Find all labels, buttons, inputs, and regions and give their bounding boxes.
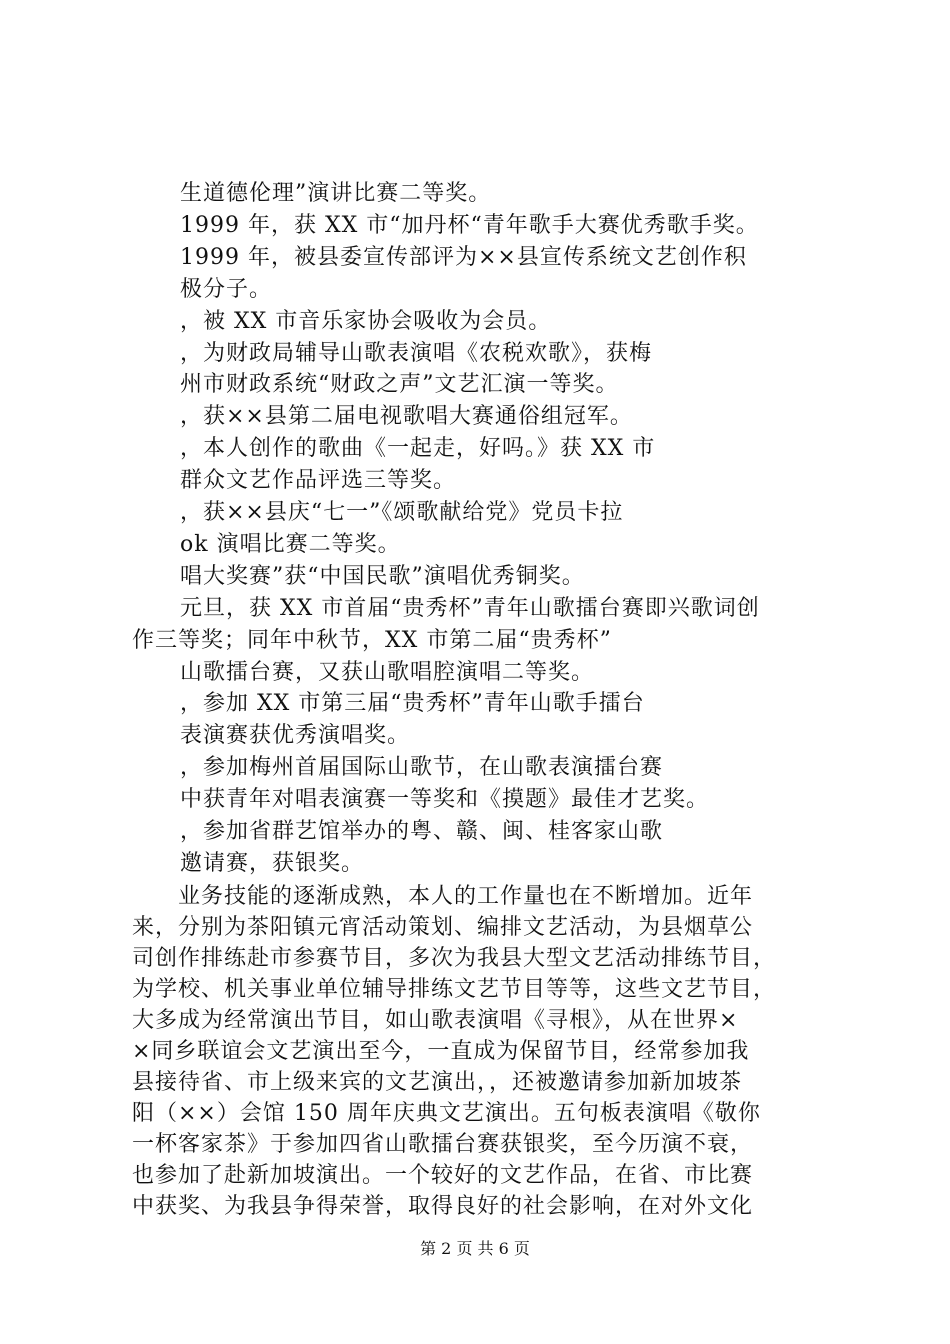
text-line: ，参加省群艺馆举办的粤、赣、闽、桂客家山歌	[180, 819, 664, 844]
text-line: 邀请赛，获银奖。	[180, 851, 365, 876]
paragraph-line: 业务技能的逐渐成熟，本人的工作量也在不断增加。近年	[132, 884, 754, 909]
text-line: ok 演唱比赛二等奖。	[180, 532, 401, 557]
paragraph-line: 中获奖、为我县争得荣誉，取得良好的社会影响，在对外文化	[132, 1194, 754, 1219]
paragraph-line: 为学校、机关事业单位辅导排练文艺节目等等，这些文艺节目，	[132, 977, 777, 1002]
page-number-footer: 第 2 页 共 6 页	[420, 1239, 530, 1258]
text-line: 元旦，获 XX 市首届“贵秀杯”青年山歌擂台赛即兴歌词创	[180, 596, 760, 621]
text-line: 州市财政系统“财政之声”文艺汇演一等奖。	[180, 372, 619, 397]
text-line: ，参加梅州首届国际山歌节，在山歌表演擂台赛	[180, 755, 664, 780]
text-line: 唱大奖赛”获“中国民歌”演唱优秀铜奖。	[180, 564, 585, 589]
paragraph-line: 一杯客家茶》于参加四省山歌擂台赛获银奖，至今历演不衰，	[132, 1132, 754, 1157]
text-line: ，本人创作的歌曲《一起走，好吗。》获 XX 市	[180, 436, 656, 461]
text-line: 极分子。	[180, 277, 273, 302]
paragraph-line: 来，分别为茶阳镇元宵活动策划、编排文艺活动，为县烟草公	[132, 915, 754, 940]
text-line: 山歌擂台赛，又获山歌唱腔演唱二等奖。	[180, 660, 595, 685]
text-line: ，参加 XX 市第三届“贵秀杯”青年山歌手擂台	[180, 691, 645, 716]
text-line: ，被 XX 市音乐家协会吸收为会员。	[180, 309, 552, 334]
text-line: 生道德伦理”演讲比赛二等奖。	[180, 181, 492, 206]
paragraph-line: 也参加了赴新加坡演出。一个较好的文艺作品，在省、市比赛	[132, 1163, 754, 1188]
text-line: 1999 年，获 XX 市“加丹杯“青年歌手大赛优秀歌手奖。	[180, 213, 759, 238]
text-line: 作三等奖；同年中秋节，XX 市第二届“贵秀杯”	[132, 628, 612, 653]
body-paragraph	[132, 881, 832, 1222]
text-line: ，为财政局辅导山歌表演唱《农税欢歌》，获梅	[180, 341, 653, 366]
text-line: ，获××县第二届电视歌唱大赛通俗组冠军。	[180, 404, 633, 429]
paragraph-line: 县接待省、市上级来宾的文艺演出，，还被邀请参加新加坡茶	[132, 1070, 743, 1095]
paragraph-line: ×同乡联谊会文艺演出至今，一直成为保留节目，经常参加我	[132, 1039, 750, 1064]
text-line: ，获××县庆“七一”《颂歌献给党》党员卡拉	[180, 500, 624, 525]
paragraph-line: 大多成为经常演出节目，如山歌表演唱《寻根》，从在世界×	[132, 1008, 739, 1033]
text-line: 1999 年，被县委宣传部评为××县宣传系统文艺创作积	[180, 245, 747, 270]
text-line: 群众文艺作品评选三等奖。	[180, 468, 457, 493]
text-line: 表演赛获优秀演唱奖。	[180, 723, 411, 748]
paragraph-line: 司创作排练赴市参赛节目，多次为我县大型文艺活动排练节目，	[132, 946, 777, 971]
paragraph-line: 阳（××）会馆 150 周年庆典文艺演出。五句板表演唱《敬你	[132, 1101, 761, 1126]
text-line: 中获青年对唱表演赛一等奖和《摸题》最佳才艺奖。	[180, 787, 710, 812]
